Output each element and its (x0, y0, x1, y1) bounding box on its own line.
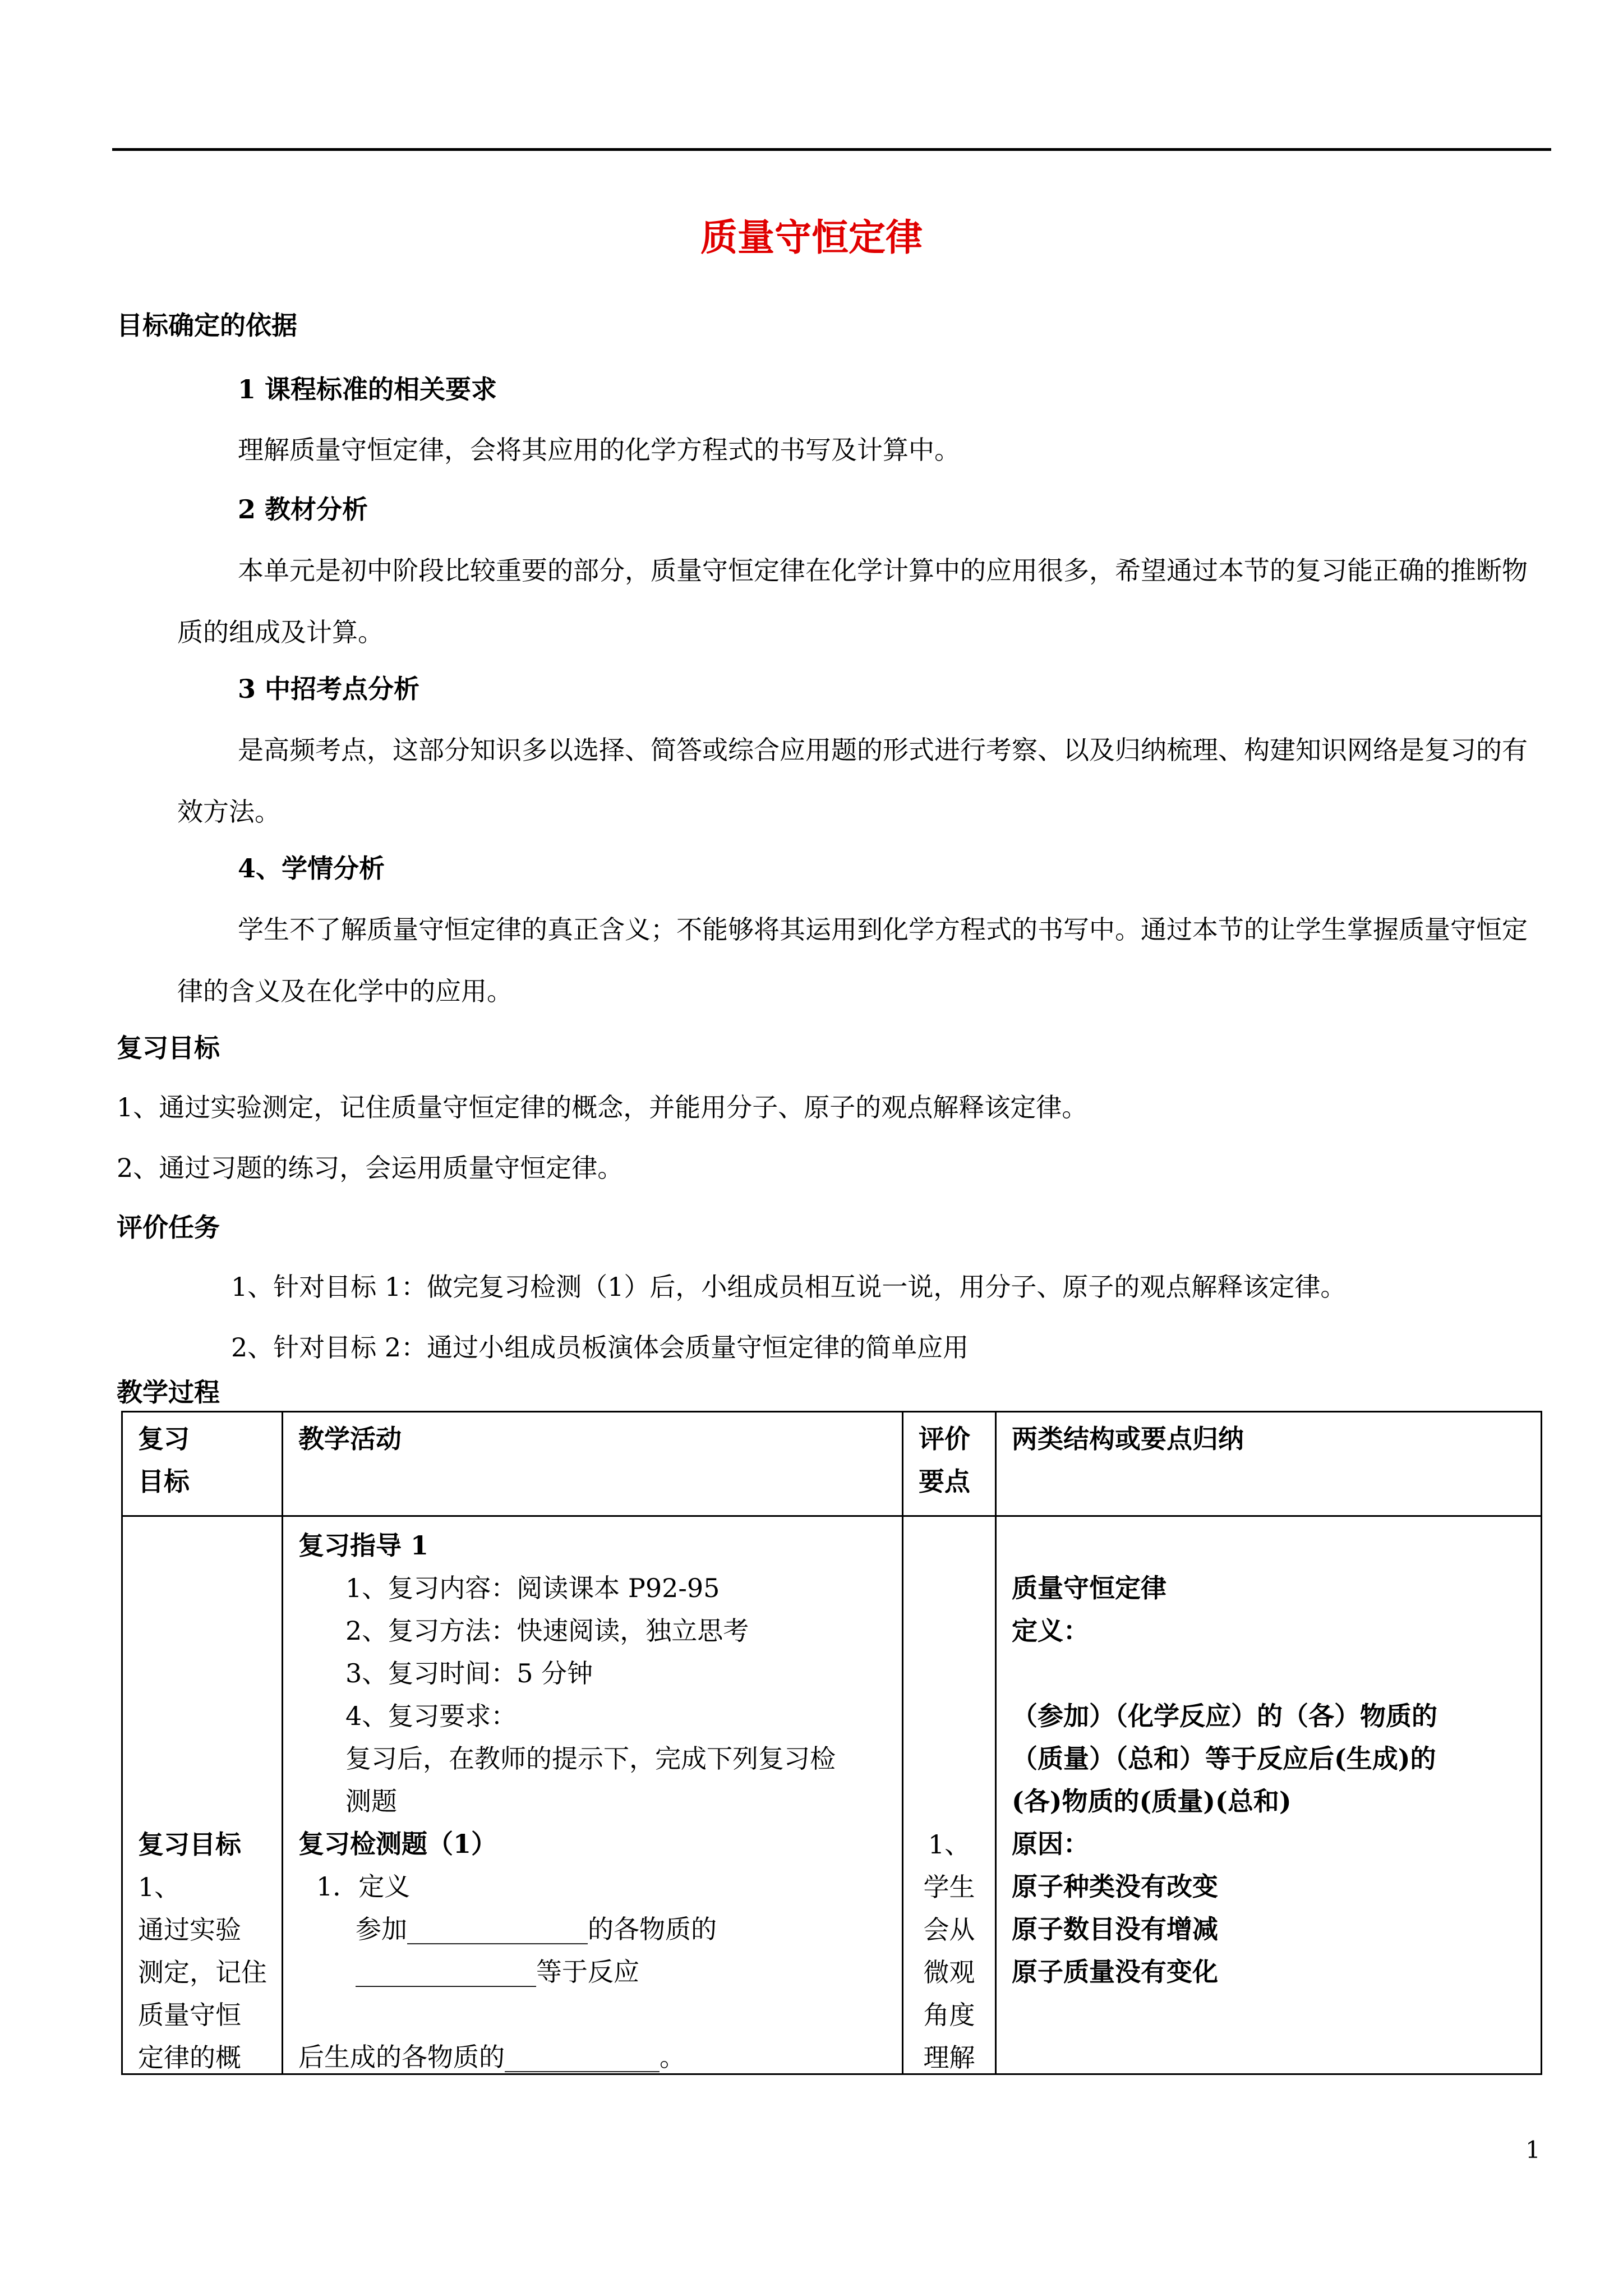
table-header-activity: 教学活动 (298, 1424, 402, 1454)
eval-cell: 1、 学生 会从 微观 角度 理解 (923, 1829, 975, 2073)
table-col-divider-1 (282, 1411, 283, 2075)
table-border-left (121, 1411, 123, 2075)
basis-item-3-heading: 3 中招考点分析 (238, 674, 420, 704)
table-border-right (1541, 1411, 1542, 2075)
basis-item-3-text: 是高频考点，这部分知识多以选择、简答或综合应用题的形式进行考察、以及归纳梳理、构建知识网络是复习的有效方法。 (177, 735, 1528, 827)
section-heading-process: 教学过程 (117, 1377, 220, 1407)
page-number: 1 (1525, 2136, 1541, 2164)
table-header-summary: 两类结构或要点归纳 (1012, 1424, 1244, 1454)
basis-item-4-heading: 4、学情分析 (238, 853, 385, 884)
task-item-2: 2、针对目标 2：通过小组成员板演体会质量守恒定律的简单应用 (231, 1332, 969, 1363)
section-heading-basis: 目标确定的依据 (117, 310, 297, 341)
basis-item-1-text: 理解质量守恒定律，会将其应用的化学方程式的书写及计算中。 (238, 435, 960, 465)
section-heading-goals: 复习目标 (117, 1033, 220, 1063)
goal-cell: 复习目标 1、 通过实验 测定，记住 质量守恒 定律的概 (138, 1829, 267, 2073)
summary-cell: 质量守恒定律 定义： （参加）（化学反应）的（各）物质的 （质量）（总和）等于反应后(生成)的 (各)物质的(质量)(总和) 原因： 原子种类没有改变 原子数目没有增减 原子质量没有变化 (1012, 1573, 1437, 1987)
table-col-divider-3 (995, 1411, 997, 2075)
basis-item-2-heading: 2 教材分析 (238, 494, 368, 524)
basis-item-2-text: 本单元是初中阶段比较重要的部分，质量守恒定律在化学计算中的应用很多，希望通过本节的复习能正确的推断物质的组成及计算。 (177, 555, 1528, 647)
table-header-goal: 复习 目标 (138, 1424, 190, 1497)
goal-item-2: 2、通过习题的练习，会运用质量守恒定律。 (117, 1153, 624, 1183)
page-title: 质量守恒定律 (700, 215, 923, 259)
basis-item-4-text: 学生不了解质量守恒定律的真正含义；不能够将其运用到化学方程式的书写中。通过本节的让学生掌握质量守恒定律的含义及在化学中的应用。 (177, 914, 1528, 1006)
activity-cell: 复习指导 1 1、复习内容：阅读课本 P92-95 2、复习方法：快速阅读，独立思考 3、复习时间：5 分钟 4、复习要求： 复习后，在教师的提示下，完成下列复习检 测题 复习检测题（1） 1．定义 参加______________的各物质的 ______________等于反应 后生成的各物质的____________。 (298, 1530, 836, 2072)
table-header-eval: 评价 要点 (919, 1424, 970, 1497)
task-item-1: 1、针对目标 1：做完复习检测（1）后，小组成员相互说一说，用分子、原子的观点解释该定律。 (231, 1272, 1347, 1302)
table-border-top (121, 1411, 1542, 1412)
table-header-divider (121, 1515, 1542, 1517)
teaching-process-table (121, 1411, 1542, 2075)
goal-item-1: 1、通过实验测定，记住质量守恒定律的概念，并能用分子、原子的观点解释该定律。 (117, 1092, 1088, 1122)
header-rule (112, 148, 1551, 151)
basis-item-1-heading: 1 课程标准的相关要求 (238, 374, 497, 404)
section-heading-tasks: 评价任务 (117, 1212, 220, 1243)
